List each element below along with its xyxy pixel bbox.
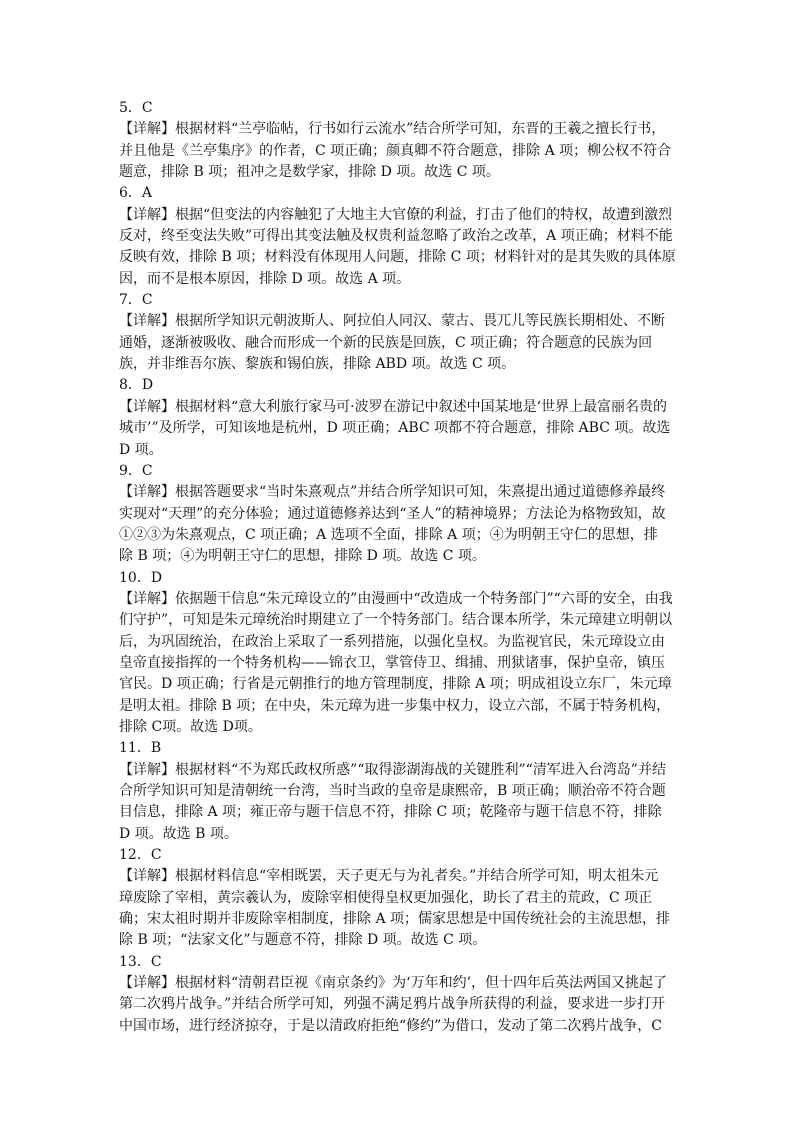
explanation-paragraph — [119, 589, 679, 738]
explanation-line: 璋废除了宰相，黄宗羲认为，废除宰相使得皇权更加强化，助长了君主的荒政，C 项正 — [119, 889, 653, 906]
explanation-line: 【详解】根据答题要求“当时朱熹观点”并结合所学知识可知，朱熹提出通过道德修养最终 — [119, 484, 666, 501]
question-block — [119, 568, 679, 739]
explanation-paragraph — [119, 205, 679, 290]
explanation-paragraph — [119, 973, 679, 1037]
explanation-line: 除 B 项；“法家文化”与题意不符，排除 D 项。故选 C 项。 — [119, 932, 487, 949]
question-block — [119, 290, 679, 375]
explanation-paragraph — [119, 760, 679, 845]
explanation-line: 【详解】根据材料“意大利旅行家马可·波罗在游记中叙述中国某地是‘世界上最富丽名贵的 — [119, 398, 668, 415]
answer-line: 13．C — [119, 953, 162, 970]
explanation-line: 城市’”及所学，可知该地是杭州，D 项正确；ABC 项都不符合题意，排除 ABC 项。故选 — [119, 420, 671, 437]
explanation-line: 中国市场，进行经济掠夺，于是以清政府拒绝“修约”为借口，发动了第二次鸦片战争，C — [119, 1017, 663, 1034]
question-block — [119, 375, 679, 460]
explanation-line: 排除 C项。故选 D项。 — [119, 718, 262, 735]
answer-line: 11．B — [119, 740, 162, 757]
explanation-line: 【详解】根据材料“兰亭临帖，行书如行云流水”结合所学可知，东晋的王羲之擅长行书， — [119, 121, 666, 138]
answer-explanations — [119, 98, 679, 1037]
explanation-line: 后，为巩固统治，在政治上采取了一系列措施，以强化皇权。为监视官民，朱元璋设立由 — [119, 633, 665, 650]
question-block — [119, 738, 679, 845]
answer-line: 9．C — [119, 462, 153, 479]
explanation-line: 因，而不是根本原因，排除 D 项。故选 A 项。 — [119, 270, 411, 287]
answer-line: 7．C — [119, 292, 153, 309]
explanation-line: 【详解】依据题干信息“朱元璋设立的”由漫画中“改造成一个特务部门”“六哥的安全，由我 — [119, 590, 673, 607]
question-block — [119, 98, 679, 183]
explanation-line: 第二次鸦片战争。”并结合所学可知，列强不满足鸦片战争所获得的利益，要求进一步打开 — [119, 996, 666, 1013]
explanation-line: 们守护”，可知是朱元璋统治时期建立了一个特务部门。结合课本所学，朱元璋建立明朝以 — [119, 612, 673, 629]
explanation-line: 并且他是《兰亭集序》的作者，C 项正确；颜真卿不符合题意，排除 A 项；柳公权不符合 — [119, 142, 672, 159]
explanation-line: 反对，终至变法失败”可得出其变法触及权贵利益忽略了政治之改革，A 项正确；材料不能 — [119, 228, 673, 245]
explanation-line: 合所学知识可知是清朝统一台湾，当时当政的皇帝是康熙帝，B 项正确；顺治帝不符合题 — [119, 783, 666, 799]
explanation-line: D 项。故选 B 项。 — [119, 825, 238, 842]
answer-line: 6．A — [119, 185, 153, 202]
question-block — [119, 183, 679, 290]
question-block — [119, 461, 679, 568]
explanation-paragraph — [119, 311, 679, 375]
explanation-line: 【详解】根据材料“不为郑氏政权所惑”“取得澎湖海战的关键胜利”“清军进入台湾岛”并结 — [119, 761, 666, 778]
answer-line: 8．D — [119, 377, 154, 394]
explanation-line: 是明太祖。排除 B 项；在中央，朱元璋为进一步集中权力，设立六部，不属于特务机构， — [119, 697, 671, 714]
explanation-line: 皇帝直接指挥的一个特务机构——锦衣卫，掌管侍卫、缉捕、刑狱诸事，保护皇帝，镇压 — [119, 654, 665, 671]
explanation-line: 实现对“天理”的充分体验；通过道德修养达到“圣人”的精神境界；方法论为格物致知，故 — [119, 505, 666, 522]
question-block — [119, 845, 679, 952]
explanation-line: 除 B 项；④为明朝王守仁的思想，排除 D 项。故选 C 项。 — [119, 548, 486, 565]
explanation-line: 通婚，逐渐被吸收、融合而形成一个新的民族是回族，C 项正确；符合题意的民族为回 — [119, 334, 653, 351]
answer-line: 10．D — [119, 569, 163, 586]
explanation-line: 族，并非维吾尔族、黎族和锡伯族，排除 ABD 项。故选 C 项。 — [119, 356, 516, 373]
explanation-line: 题意，排除 B 项；祖冲之是数学家，排除 D 项。故选 C 项。 — [119, 164, 500, 181]
explanation-line: D 项。 — [119, 441, 163, 458]
explanation-paragraph — [119, 866, 679, 951]
explanation-line: 【详解】根据材料信息“宰相既罢，天子更无与为礼者矣。”并结合所学可知，明太祖朱元 — [119, 868, 659, 885]
explanation-line: 目信息，排除 A 项；雍正帝与题干信息不符，排除 C 项；乾隆帝与题干信息不符，排除 — [119, 804, 662, 821]
answer-line: 12．C — [119, 847, 162, 864]
explanation-paragraph — [119, 397, 679, 461]
question-block — [119, 952, 679, 1037]
answer-line: 5．C — [119, 100, 153, 116]
explanation-paragraph — [119, 482, 679, 567]
explanation-line: 【详解】根据“但变法的内容触犯了大地主大官僚的利益，打击了他们的特权，故遭到激烈 — [119, 206, 673, 223]
explanation-line: 反映有效，排除 B 项；材料没有体现用人问题，排除 C 项；材料针对的是其失败的具体原 — [119, 249, 676, 266]
explanation-paragraph — [119, 119, 679, 183]
explanation-line: 【详解】根据所学知识元朝波斯人、阿拉伯人同汉、蒙古、畏兀儿等民族长期相处、不断 — [119, 313, 665, 330]
explanation-line: 官民。D 项正确；行省是元朝推行的地方管理制度，排除 A 项；明成祖设立东厂，朱元璋 — [119, 676, 672, 693]
explanation-line: ①②③为朱熹观点，C 项正确；A 选项不全面，排除 A 项；④为明朝王守仁的思想，排 — [119, 526, 658, 543]
explanation-line: 确；宋太祖时期并非废除宰相制度，排除 A 项；儒家思想是中国传统社会的主流思想，排 — [119, 911, 671, 928]
explanation-line: 【详解】根据材料“清朝君臣视《南京条约》为‘万年和约’，但十四年后英法两国又挑起了 — [119, 975, 668, 992]
